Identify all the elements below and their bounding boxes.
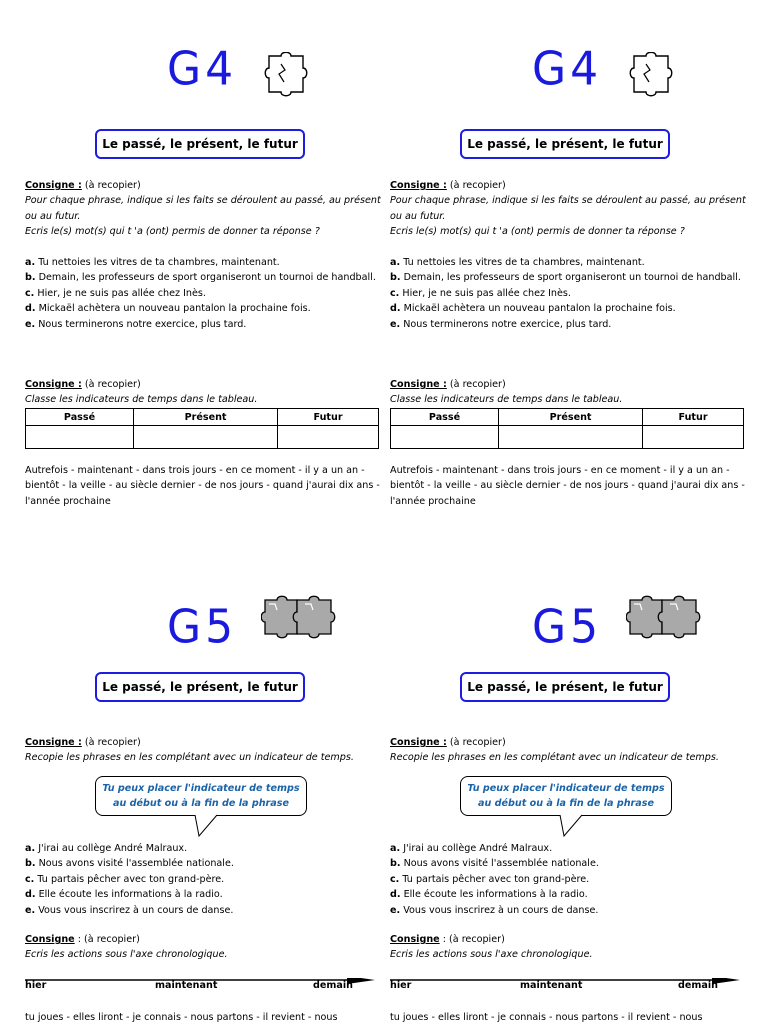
instruction-2: Ecris le(s) mot(s) qui t 'a (ont) permis de donner ta réponse ? <box>25 226 320 238</box>
instruction-2: Ecris les actions sous l'axe chronologique. <box>25 949 228 961</box>
speech-bubble <box>95 776 307 816</box>
list-item: a. J'irai au collège André Malraux. <box>390 843 553 854</box>
table-header: Futur <box>278 409 379 426</box>
timeline-label: maintenant <box>520 980 583 991</box>
table-cell <box>643 426 744 449</box>
puzzle-pieces-icon <box>626 594 702 640</box>
list-item: e. Nous terminerons notre exercice, plus tard. <box>390 318 612 330</box>
consigne-label: Consigne : <box>390 737 447 748</box>
list-item: b. Nous avons visité l'assemblée nationale. <box>390 858 599 870</box>
indicator-list: Autrefois - maintenant - dans trois jours - en ce moment - il y a un an - bientôt - la veille - au siècle dernier - de nos jours - quand j'aurai dix ans - l'année prochaine <box>25 465 380 507</box>
list-item: c. Hier, je ne suis pas allée chez Inès. <box>25 287 206 299</box>
consigne-block-2 <box>390 377 746 408</box>
lesson-title: Le passé, le présent, le futur <box>95 672 305 702</box>
list-item: d. Elle écoute les informations à la radio. <box>25 889 223 901</box>
consigne-block <box>25 178 381 240</box>
consigne-label: Consigne <box>25 934 75 945</box>
timeline-label: demain <box>313 980 353 991</box>
list-item: d. Elle écoute les informations à la radio. <box>390 889 588 901</box>
table-header: Présent <box>499 409 643 426</box>
consigne-block-2 <box>25 932 381 963</box>
instruction-2: Ecris le(s) mot(s) qui t 'a (ont) permis de donner ta réponse ? <box>390 226 685 238</box>
list-item: c. Tu partais pêcher avec ton grand-père. <box>390 873 590 885</box>
sentence-list <box>25 841 381 918</box>
indicator-list: Autrefois - maintenant - dans trois jours - en ce moment - il y a un an - bientôt - la veille - au siècle dernier - de nos jours - quand j'aurai dix ans - l'année prochaine <box>390 465 745 507</box>
table-cell <box>134 426 278 449</box>
puzzle-piece-icon <box>263 52 309 98</box>
list-item: a. J'irai au collège André Malraux. <box>25 843 188 854</box>
card-badge: G4 <box>532 42 603 97</box>
instruction-1: Pour chaque phrase, indique si les faits se déroulent au passé, au présent ou au futur. <box>25 195 381 222</box>
consigne-label: Consigne : <box>390 180 447 191</box>
list-item: e. Nous terminerons notre exercice, plus tard. <box>25 318 247 330</box>
sentence-list <box>390 841 746 918</box>
consigne-block <box>25 735 381 766</box>
list-item: d. Mickaël achètera un nouveau pantalon la prochaine fois. <box>390 303 676 315</box>
table-cell <box>278 426 379 449</box>
consigne-label: Consigne <box>390 934 440 945</box>
timeline-labels <box>390 980 742 994</box>
timeline-label: hier <box>25 980 47 991</box>
instruction-3: Classe les indicateurs de temps dans le tableau. <box>390 394 623 406</box>
instruction-1: Recopie les phrases en les complétant avec un indicateur de temps. <box>390 752 719 764</box>
timeline-label: hier <box>390 980 412 991</box>
card-badge: G5 <box>532 600 603 655</box>
time-table <box>25 408 379 449</box>
recopier-note: (à recopier) <box>84 737 141 748</box>
instruction-1: Pour chaque phrase, indique si les faits se déroulent au passé, au présent ou au futur. <box>390 195 746 222</box>
recopier-note: : (à recopier) <box>442 934 505 945</box>
recopier-note: (à recopier) <box>449 180 506 191</box>
timeline-label: maintenant <box>155 980 218 991</box>
consigne-block <box>390 178 746 240</box>
table-cell <box>499 426 643 449</box>
consigne-block-2 <box>390 932 746 963</box>
list-item: c. Hier, je ne suis pas allée chez Inès. <box>390 287 571 299</box>
bubble-line-2: au début ou à la fin de la phrase <box>478 798 654 809</box>
card-badge: G5 <box>167 600 238 655</box>
consigne-label: Consigne : <box>25 180 82 191</box>
lesson-title: Le passé, le présent, le futur <box>95 129 305 159</box>
instruction-2: Ecris les actions sous l'axe chronologique. <box>390 949 593 961</box>
table-cell <box>391 426 499 449</box>
puzzle-piece-icon <box>628 52 674 98</box>
instruction-1: Recopie les phrases en les complétant avec un indicateur de temps. <box>25 752 354 764</box>
action-list: tu joues - elles liront - je connais - nous partons - il revient - nous <box>390 1012 703 1023</box>
table-header: Passé <box>391 409 499 426</box>
table-header: Présent <box>134 409 278 426</box>
time-table <box>390 408 744 449</box>
timeline-label: demain <box>678 980 718 991</box>
consigne-label: Consigne : <box>25 737 82 748</box>
list-item: a. Tu nettoies les vitres de ta chambres, maintenant. <box>390 257 645 268</box>
list-item: c. Tu partais pêcher avec ton grand-père. <box>25 873 225 885</box>
recopier-note: (à recopier) <box>84 379 141 390</box>
table-header: Passé <box>26 409 134 426</box>
list-item: b. Demain, les professeurs de sport organiseront un tournoi de handball. <box>25 272 376 284</box>
card-badge: G4 <box>167 42 238 97</box>
list-item: a. Tu nettoies les vitres de ta chambres, maintenant. <box>25 257 280 268</box>
lesson-title: Le passé, le présent, le futur <box>460 129 670 159</box>
consigne-block-2 <box>25 377 381 408</box>
speech-bubble-tail <box>193 814 225 838</box>
list-item: b. Nous avons visité l'assemblée nationale. <box>25 858 234 870</box>
consigne-label: Consigne : <box>390 379 447 390</box>
list-item: b. Demain, les professeurs de sport organiseront un tournoi de handball. <box>390 272 741 284</box>
list-item: e. Vous vous inscrirez à un cours de danse. <box>390 904 599 916</box>
list-item: d. Mickaël achètera un nouveau pantalon la prochaine fois. <box>25 303 311 315</box>
recopier-note: (à recopier) <box>449 379 506 390</box>
consigne-label: Consigne : <box>25 379 82 390</box>
speech-bubble <box>460 776 672 816</box>
instruction-3: Classe les indicateurs de temps dans le tableau. <box>25 394 258 406</box>
recopier-note: : (à recopier) <box>77 934 140 945</box>
recopier-note: (à recopier) <box>84 180 141 191</box>
recopier-note: (à recopier) <box>449 737 506 748</box>
speech-bubble-tail <box>558 814 590 838</box>
bubble-line-1: Tu peux placer l'indicateur de temps <box>467 783 665 794</box>
table-header: Futur <box>643 409 744 426</box>
sentence-list <box>390 255 746 332</box>
lesson-title: Le passé, le présent, le futur <box>460 672 670 702</box>
list-item: e. Vous vous inscrirez à un cours de danse. <box>25 904 234 916</box>
timeline-labels <box>25 980 377 994</box>
puzzle-pieces-icon <box>261 594 337 640</box>
table-cell <box>26 426 134 449</box>
bubble-line-2: au début ou à la fin de la phrase <box>113 798 289 809</box>
consigne-block <box>390 735 746 766</box>
action-list: tu joues - elles liront - je connais - nous partons - il revient - nous <box>25 1012 338 1023</box>
bubble-line-1: Tu peux placer l'indicateur de temps <box>102 783 300 794</box>
sentence-list <box>25 255 381 332</box>
